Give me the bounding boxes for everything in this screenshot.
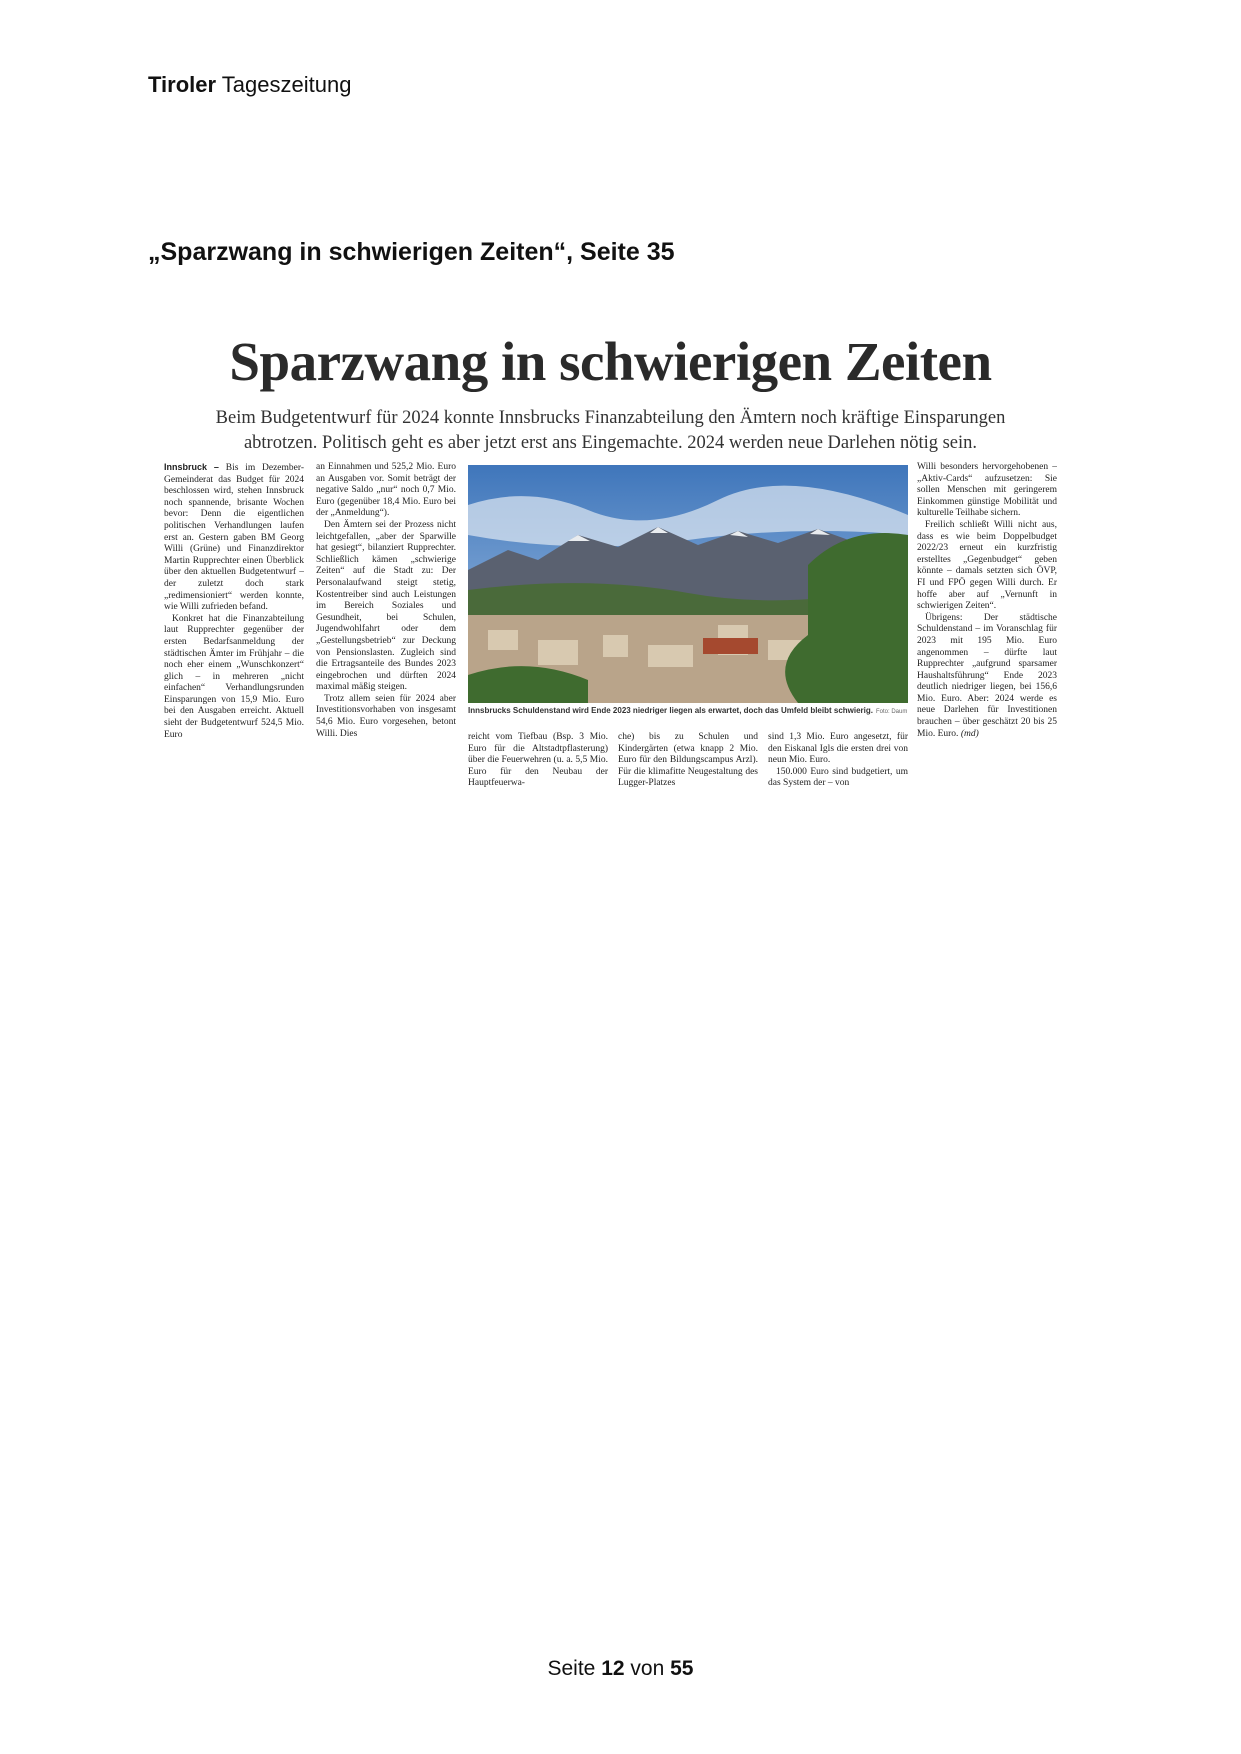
article-column-2 [316,462,456,792]
article-headline: Sparzwang in schwierigen Zeiten [229,331,992,392]
page-footer-middle: von [630,1657,665,1680]
article-paragraph: 150.000 Euro sind budgetiert, um das System der – von [768,766,908,789]
article-text: Bis im Dezember-Gemeinderat das Budget für 2024 beschlossen wird, stehen Innsbruck noch spannende, brisante Wochen bevor: Denn die eigentlichen politischen Verhandlungen laufen erst an. Gestern gaben BM Georg Willi (Grüne) und Finanzdirektor Martin Rupprechter einen Überblick über den aktuellen Budgetentwurf – der zuletzt doch stark „redimensioniert“ werden konnte, wie Willi zufrieden befand. [164,463,304,613]
clip-title: „Sparzwang in schwierigen Zeiten“, Seite 35 [148,238,675,266]
article-paragraph: Den Ämtern sei der Prozess nicht leichtgefallen, „aber der Sparwille hat gesiegt“, bilanziert Rupprechter. Schließlich kämen „schwierige Zeiten“ auf die Stadt zu: Der Personalaufwand steigt stetig, Kostentreiber sind auch Leistungen im Bereich Soziales und Gesundheit, bei Schulen, Jugendwohlfahrt oder dem „Gestellungsbetrieb“ zur Deckung von Pensionslasten. Zugleich sind die Ertragsanteile des Bundes 2023 eingebrochen und dürften 2024 maximal mäßig steigen. [316,519,456,693]
publication-name-rest: Tageszeitung [221,72,352,97]
photo-caption [468,706,908,715]
article-paragraph: sind 1,3 Mio. Euro angesetzt, für den Eiskanal Igls die ersten drei von neun Mio. Euro. [768,732,908,766]
page-footer-prefix: Seite [547,1657,596,1680]
article-text: Übrigens: Der städtische Schuldenstand – im Voranschlag für 2023 mit 195 Mio. Euro angenommen – dürfte laut Rupprechter „aufgrund sparsamer Haushaltsführung“ Ende 2023 deutlich niedriger liegen, bei 156,6 Mio. Euro. Aber: 2024 werde es neue Darlehen für Investitionen brauchen – über geschätzt 20 bis 25 Mio. Euro. [917,612,1057,739]
article-subline-line-2: abtrotzen. Politisch geht es aber jetzt erst ans Eingemachte. 2024 werden neue Darlehen nötig sein. [243,433,978,453]
article-subline-line-1: Beim Budgetentwurf für 2024 konnte Innsbrucks Finanzabteilung den Ämtern noch kräftige Einsparungen [215,408,1006,428]
article-paragraph: che) bis zu Schulen und Kindergärten (etwa knapp 2 Mio. Euro für den Bildungscampus Arzl). Für die klimafitte Neugestaltung des Lugger-Platzes [618,732,758,789]
newspaper-clipping [164,320,1057,798]
photo-red-roof [703,638,758,654]
article-dateline: Innsbruck – [164,462,219,472]
article-column-5 [768,732,908,802]
city-mountain-photo [468,465,908,703]
article-paragraph [917,613,1057,741]
article-subline [184,406,1037,456]
article-paragraph: Trotz allem seien für 2024 aber Investitionsvorhaben von insgesamt 54,6 Mio. Euro vorgesehen, betont Willi. Dies [316,693,456,739]
article-paragraph [164,462,304,614]
page-footer [0,1657,1241,1681]
photo-credit: Foto: Daum [876,709,908,715]
publication-name [148,72,351,98]
author-signature: (md) [960,728,979,739]
photo-caption-text: Innsbrucks Schuldenstand wird Ende 2023 niedriger liegen als erwartet, doch das Umfeld bleibt schwierig. [468,706,873,715]
article-paragraph: Konkret hat die Finanzabteilung laut Rupprechter gegenüber der ersten Bedarfsanmeldung der städtischen Ämter im Frühjahr – die noch eher einem „Wunschkonzert“ glich – in mehreren „nicht einfachen“ Verhandlungsrunden Einsparungen von 15,9 Mio. Euro bei den Ausgaben erreicht. Aktuell sieht der Budgetentwurf 524,5 Mio. Euro [164,613,304,740]
article-paragraph: Freilich schließt Willi nicht aus, dass es wie beim Doppelbudget 2022/23 erneut ein kurzfristig erstelltes „Gegenbudget“ geben könnte – damals setzten sich ÖVP, FI und FPÖ gegen Willi durch. Er hoffe aber auf „Vernunft in schwierigen Zeiten“. [917,519,1057,612]
page-number-current: 12 [601,1657,625,1680]
article-paragraph: Willi besonders hervorgehobenen – „Aktiv-Cards“ aufzusetzen: Sie sollen Menschen mit geringerem Einkommen günstige Mobilität und kulturelle Teilhabe sichern. [917,462,1057,519]
article-column-1 [164,462,304,792]
article-column-4 [618,732,758,802]
article-column-6 [917,462,1057,792]
article-paragraph: reicht vom Tiefbau (Bsp. 3 Mio. Euro für die Altstadtpflasterung) über die Feuerwehren (u. a. 5,5 Mio. Euro für den Neubau der Hauptfeuerwa- [468,732,608,789]
article-column-3 [468,732,608,802]
publication-name-bold: Tiroler [148,72,217,97]
page-number-total: 55 [670,1657,694,1680]
article-paragraph: an Einnahmen und 525,2 Mio. Euro an Ausgaben vor. Somit beträgt der negative Saldo „nur“ noch 0,7 Mio. Euro (gegenüber 18,4 Mio. Euro bei der „Anmeldung“). [316,462,456,519]
